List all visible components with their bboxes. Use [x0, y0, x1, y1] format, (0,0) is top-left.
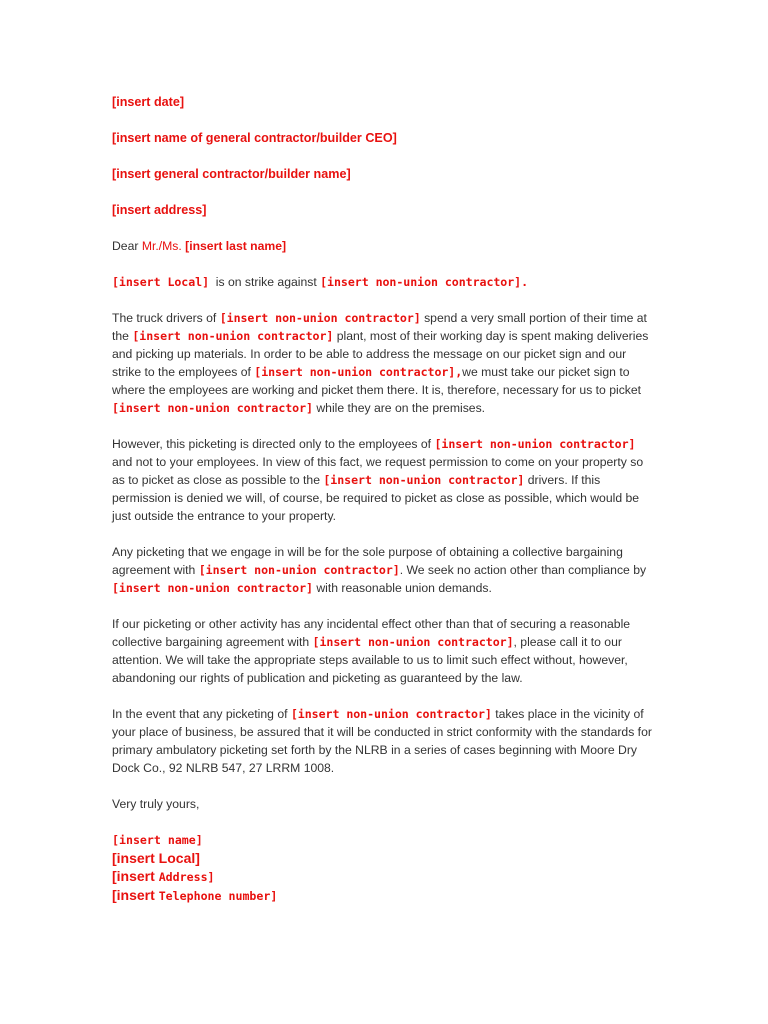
strike-intro [112, 273, 657, 291]
contractor-placeholder: [insert non-union contractor] [198, 563, 400, 577]
contractor-placeholder: [insert non-union contractor] [323, 473, 525, 487]
p1-text-4: we must take our picket sign to where the employees are working and picket them there. It is, therefore, necessary for us to picket [112, 365, 642, 397]
paragraph-truck-drivers [112, 309, 657, 417]
paragraph-incidental-effect [112, 615, 657, 687]
signature-phone-prefix: [insert [112, 887, 159, 903]
p1-text-5: while they are on the premises. [312, 401, 486, 415]
date-placeholder: [insert date] [112, 95, 185, 109]
p1-text-3: plant, most of their working day is spent making deliveries and picking up materials. In order to be able to address the message on our picket sign and our strike to the employees of [112, 329, 649, 379]
intro-contractor-placeholder: [insert non-union contractor] [320, 275, 522, 289]
intro-local-placeholder: [insert Local] [112, 275, 210, 289]
signature-block [112, 831, 657, 905]
p2-text-2: and not to your employees. In view of this fact, we request permission to come on your property so as to picket as close as possible to the [112, 455, 644, 487]
p4-text-1: If our picketing or other activity has any incidental effect other than that of securing a reasonable collective bargaining agreement with [112, 617, 631, 649]
signature-address-suffix: Address] [158, 870, 215, 884]
p5-text-1: In the event that any picketing of [112, 707, 291, 721]
contractor-placeholder: [insert non-union contractor] [112, 581, 313, 595]
signature-phone-placeholder [112, 886, 657, 905]
salutation-last-name: [insert last name] [185, 239, 287, 253]
signature-name-placeholder: [insert name] [112, 833, 203, 847]
p3-text-1: Any picketing that we engage in will be for the sole purpose of obtaining a collective bargaining agreement with [112, 545, 623, 577]
paragraph-permission [112, 435, 657, 525]
salutation [112, 237, 657, 255]
p4-text-2: , please call it to our attention. We will take the appropriate steps available to us to limit such effect without, however, abandoning our rights of publication and picketing as guaranteed by the law. [112, 635, 628, 685]
signature-address-prefix: [insert [112, 868, 159, 884]
p3-text-2: . We seek no action other than compliance by [399, 563, 647, 577]
contractor-placeholder: [insert non-union contractor] [290, 707, 492, 721]
signature-phone-suffix: Telephone number] [158, 889, 278, 903]
p1-text-2: spend a very small portion of their time at the [112, 311, 647, 343]
p1-text-1: The truck drivers of [112, 311, 220, 325]
ceo-name-placeholder: [insert name of general contractor/builder CEO] [112, 131, 397, 145]
salutation-title: Mr./Ms. [141, 239, 186, 253]
signature-address-placeholder [112, 867, 657, 886]
contractor-placeholder: [insert non-union contractor] [434, 437, 636, 451]
contractor-placeholder: [insert non-union contractor] [132, 329, 334, 343]
closing: Very truly yours, [112, 797, 200, 811]
contractor-placeholder: [insert non-union contractor] [312, 635, 514, 649]
p5-text-2: takes place in the vicinity of your place of business, be assured that it will be conducted in strict conformity with the standards for primary ambulatory picketing set forth by the NLRB in a series of cases beginning with Moore Dry Dock Co., 92 NLRB 547, 27 LRRM 1008. [112, 707, 652, 775]
paragraph-purpose [112, 543, 657, 597]
address-placeholder: [insert address] [112, 203, 207, 217]
intro-text: is on strike against [209, 275, 321, 289]
paragraph-nlrb-standards [112, 705, 657, 777]
intro-period: . [521, 275, 529, 289]
salutation-dear: Dear [112, 239, 142, 253]
company-name-placeholder: [insert general contractor/builder name] [112, 167, 351, 181]
p2-text-1: However, this picketing is directed only to the employees of [112, 437, 435, 451]
letter-body [112, 93, 657, 905]
contractor-placeholder: [insert non-union contractor], [254, 365, 463, 379]
p3-text-3: with reasonable union demands. [312, 581, 492, 595]
contractor-placeholder: [insert non-union contractor] [112, 401, 313, 415]
p2-text-3: drivers. If this permission is denied we will, of course, be required to picket as close as possible, which would be just outside the entrance to your property. [112, 473, 640, 523]
signature-local-placeholder: [insert Local] [112, 850, 200, 866]
contractor-placeholder: [insert non-union contractor] [219, 311, 421, 325]
